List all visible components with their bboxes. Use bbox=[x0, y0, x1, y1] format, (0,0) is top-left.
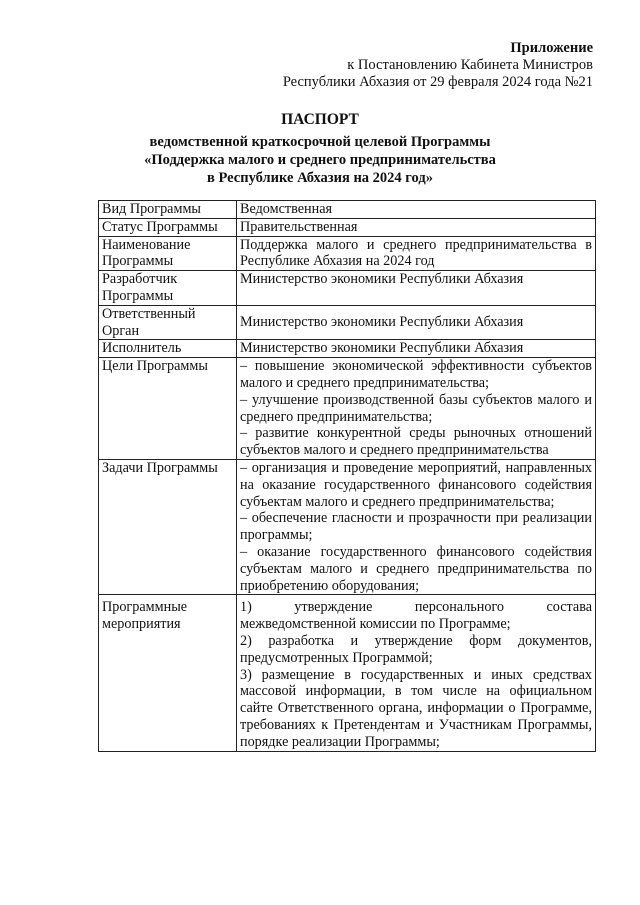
activity-item: 1) утверждение персонального состава межведомственной комиссии по Программе; bbox=[240, 599, 592, 633]
row-value: Министерство экономики Республики Абхазия bbox=[237, 305, 596, 340]
subtitle-line-2: «Поддержка малого и среднего предпринимательства bbox=[144, 152, 496, 168]
row-value: Ведомственная bbox=[237, 201, 596, 219]
task-item: – оказание государственного финансового содействия субъектам малого и среднего предпринимательства по приобретению оборудования; bbox=[240, 543, 592, 594]
tasks-value bbox=[237, 459, 596, 594]
goals-value bbox=[237, 358, 596, 460]
goals-label: Цели Программы bbox=[99, 358, 237, 460]
table-row bbox=[99, 305, 596, 340]
goal-item: – повышение экономической эффективности субъектов малого и среднего предпринимательства; bbox=[240, 358, 592, 391]
table-row bbox=[99, 459, 596, 594]
goal-item: – улучшение производственной базы субъектов малого и среднего предпринимательства; bbox=[240, 391, 592, 425]
document-title: ПАСПОРТ bbox=[281, 111, 359, 128]
row-label: Вид Программы bbox=[99, 201, 237, 219]
goal-item: – развитие конкурентной среды рыночных отношений субъектов малого и среднего предпринимательства bbox=[240, 425, 592, 459]
subtitle-line-3: в Республике Абхазия на 2024 год» bbox=[207, 170, 433, 186]
appendix-header bbox=[283, 40, 593, 91]
row-value: Правительственная bbox=[237, 218, 596, 236]
row-label: Статус Программы bbox=[99, 218, 237, 236]
tasks-label: Задачи Программы bbox=[99, 459, 237, 594]
row-label: Ответственный Орган bbox=[99, 305, 237, 340]
row-label: Исполнитель bbox=[99, 340, 237, 358]
table-row bbox=[99, 218, 596, 236]
row-value: Министерство экономики Республики Абхазия bbox=[237, 271, 596, 306]
task-item: – организация и проведение мероприятий, направленных на оказание государственного финансового содействия субъектам малого и среднего предпринимательства; bbox=[240, 459, 592, 510]
table-row bbox=[99, 271, 596, 306]
document-subtitle bbox=[0, 133, 640, 187]
activity-item: 2) разработка и утверждение форм документов, предусмотренных Программой; bbox=[240, 632, 592, 666]
subtitle-line-1: ведомственной краткосрочной целевой Программы bbox=[149, 134, 491, 150]
activities-label: Программные мероприятия bbox=[99, 595, 237, 751]
table-row bbox=[99, 340, 596, 358]
task-item: – обеспечение гласности и прозрачности при реализации программы; bbox=[240, 510, 592, 544]
activity-item: 3) размещение в государственных и иных средствах массовой информации, в том числе на официальном сайте Ответственного органа, информации о Программе, требованиях к Претендентам и Участникам Программы, порядке реализации Программы; bbox=[240, 666, 592, 750]
appendix-title: Приложение bbox=[510, 40, 593, 56]
row-value: Министерство экономики Республики Абхазия bbox=[237, 340, 596, 358]
passport-table bbox=[98, 200, 596, 752]
table-row bbox=[99, 236, 596, 271]
appendix-line-2: Республики Абхазия от 29 февраля 2024 года №21 bbox=[282, 74, 593, 90]
row-label: Разработчик Программы bbox=[99, 271, 237, 306]
table-row bbox=[99, 595, 596, 751]
appendix-line-1: к Постановлению Кабинета Министров bbox=[347, 57, 593, 73]
row-value: Поддержка малого и среднего предпринимательства в Республике Абхазия на 2024 год bbox=[237, 236, 596, 271]
table-row bbox=[99, 358, 596, 460]
table-row bbox=[99, 201, 596, 219]
row-label: Наименование Программы bbox=[99, 236, 237, 271]
activities-value bbox=[237, 595, 596, 751]
